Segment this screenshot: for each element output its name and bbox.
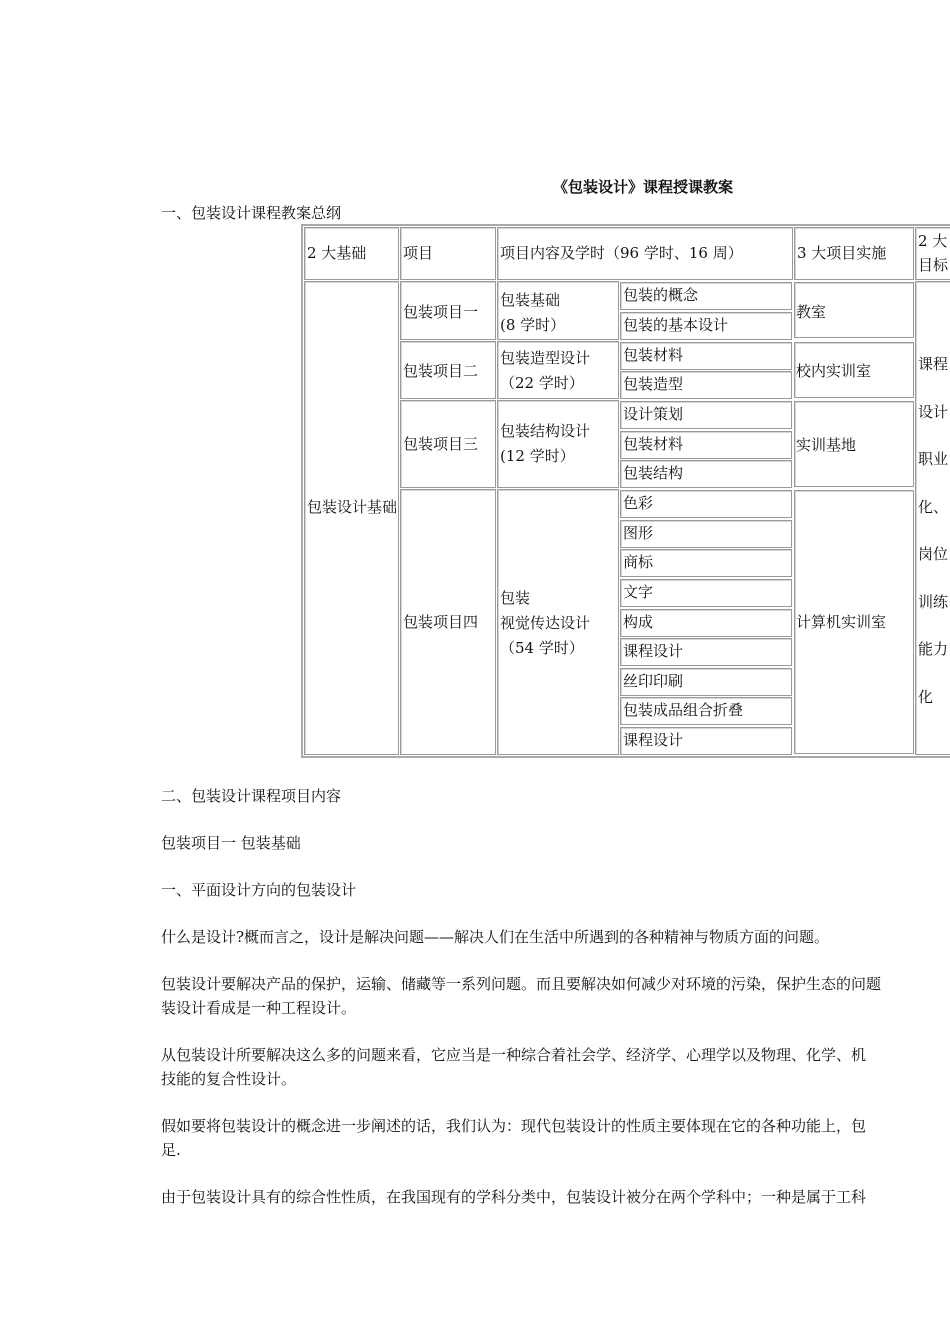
- item-cell: 包装材料: [620, 342, 792, 370]
- section-heading-content: 二、包装设计课程项目内容: [161, 787, 342, 805]
- item-cell: 包装的概念: [620, 282, 792, 310]
- project-heading: 包装项目一 包装基础: [161, 834, 301, 852]
- item-cell: 课程设计: [620, 727, 792, 755]
- paragraph: 包装设计要解决产品的保护，运输、储藏等一系列问题。而且要解决如何减少对环境的污染，保护生态的问题: [161, 975, 882, 993]
- header-content: 项目内容及学时（96 学时、16 周）: [497, 227, 793, 280]
- item-cell: 丝印印刷: [620, 668, 792, 696]
- project-2-content: 包装造型设计 （22 学时）: [497, 341, 619, 399]
- project-4-name: 包装项目四: [400, 489, 496, 755]
- paragraph: 什么是设计?概而言之，设计是解决问题——解决人们在生活中所遇到的各种精神与物质方面的问题。: [161, 928, 830, 946]
- document-title: 《包装设计》课程授课教案: [553, 178, 734, 196]
- paragraph-continuation: 技能的复合性设计。: [161, 1070, 297, 1088]
- project-1-name: 包装项目一: [400, 281, 496, 340]
- project-3-name: 包装项目三: [400, 400, 496, 488]
- paragraph: 由于包装设计具有的综合性性质，在我国现有的学科分类中，包装设计被分在两个学科中；一种是属于工科: [161, 1188, 867, 1206]
- section-heading-outline: 一、包装设计课程教案总纲: [161, 204, 342, 222]
- paragraph: 假如要将包装设计的概念进一步阐述的话，我们认为：现代包装设计的性质主要体现在它的各种功能上，包: [161, 1117, 867, 1135]
- item-cell: 包装结构: [620, 460, 792, 488]
- item-cell: 包装的基本设计: [620, 312, 792, 340]
- item-cell: 色彩: [620, 490, 792, 518]
- item-cell: 包装成品组合折叠: [620, 697, 792, 725]
- header-project: 项目: [400, 227, 496, 280]
- project-2-venue: 校内实训室: [794, 342, 914, 398]
- project-3-venue: 实训基地: [794, 401, 914, 487]
- paragraph: 从包装设计所要解决这么多的问题来看，它应当是一种综合着社会学、经济学、心理学以及物理、化学、机: [161, 1046, 867, 1064]
- item-cell: 课程设计: [620, 638, 792, 666]
- item-cell: 文字: [620, 579, 792, 607]
- item-cell: 包装造型: [620, 371, 792, 399]
- item-cell: 商标: [620, 549, 792, 577]
- foundation-cell: 包装设计基础: [304, 281, 399, 755]
- item-cell: 构成: [620, 609, 792, 637]
- header-implementation: 3 大项目实施: [794, 227, 914, 280]
- project-2-name: 包装项目二: [400, 341, 496, 399]
- item-cell: 包装材料: [620, 431, 792, 459]
- project-1-content: 包装基础 (8 学时）: [497, 281, 619, 340]
- header-foundation: 2 大基础: [304, 227, 399, 280]
- item-cell: 图形: [620, 520, 792, 548]
- item-cell: 设计策划: [620, 401, 792, 429]
- paragraph-continuation: 足.: [161, 1141, 181, 1159]
- project-4-venue: 计算机实训室: [794, 490, 914, 754]
- course-outline-table: [301, 224, 950, 758]
- goal-cell: 课程 设计 职业 化、 岗位 训练 能力 化: [915, 281, 950, 755]
- paragraph-continuation: 装设计看成是一种工程设计。: [161, 999, 357, 1017]
- project-3-content: 包装结构设计 (12 学时）: [497, 400, 619, 488]
- project-1-venue: 教室: [794, 282, 914, 338]
- header-goal: 2 大目标: [915, 227, 950, 280]
- subsection-heading: 一、平面设计方向的包装设计: [161, 881, 357, 899]
- project-4-content: 包装 视觉传达设计 （54 学时）: [497, 489, 619, 755]
